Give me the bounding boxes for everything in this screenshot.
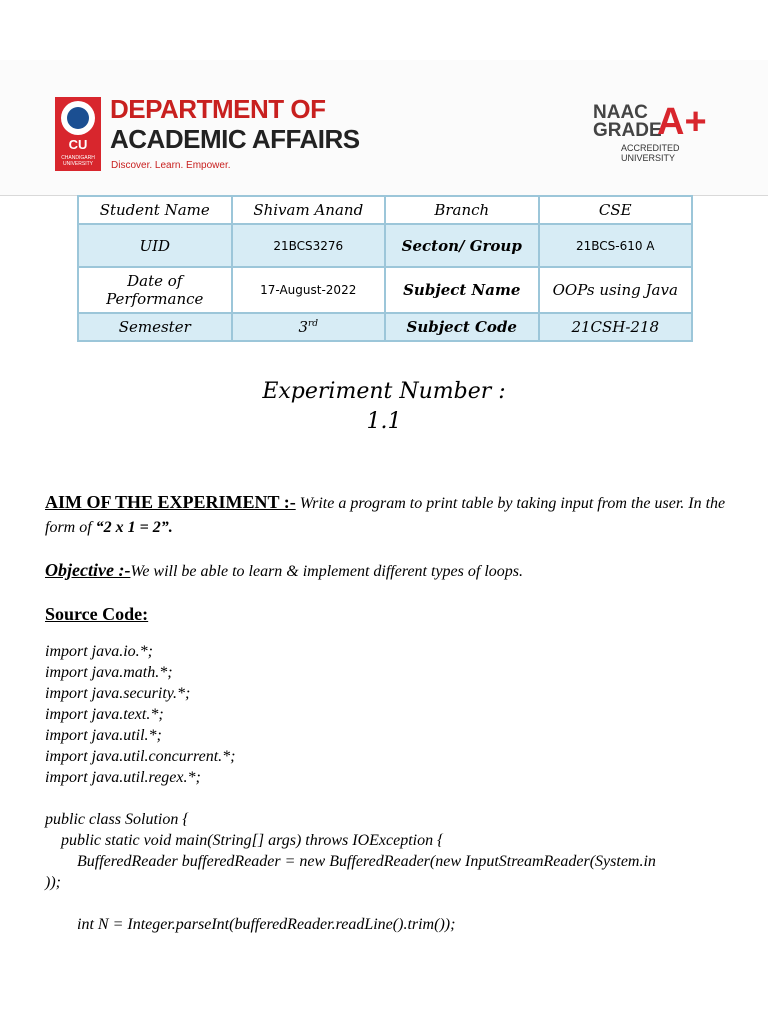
subject-name-value: OOPs using Java <box>539 267 693 313</box>
dept-title-line2: ACADEMIC AFFAIRS <box>110 124 360 154</box>
code-line: public class Solution { <box>45 811 189 828</box>
objective-label: Objective :- <box>45 560 131 580</box>
branch-label: Branch <box>385 196 539 224</box>
aim-paragraph <box>45 490 735 540</box>
table-row <box>78 196 692 224</box>
source-code-heading: Source Code: <box>45 604 149 624</box>
experiment-content <box>45 490 735 935</box>
table-row <box>78 267 692 313</box>
code-line: import java.text.*; <box>45 706 164 723</box>
date-label: Date of Performance <box>78 267 232 313</box>
uid-label: UID <box>78 224 232 267</box>
naac-label: NAAC <box>593 102 648 123</box>
university-logo <box>55 97 101 171</box>
date-value: 17-August-2022 <box>232 267 386 313</box>
semester-value <box>232 313 386 341</box>
logo-subtext: CHANDIGARH UNIVERSITY <box>61 155 95 167</box>
dept-title-line1: DEPARTMENT OF <box>110 94 326 124</box>
code-line: BufferedReader bufferedReader = new BufferedReader(new InputStreamReader(System.in <box>45 853 656 870</box>
aim-label: AIM OF THE EXPERIMENT :- <box>45 492 296 512</box>
code-line: int N = Integer.parseInt(bufferedReader.readLine().trim()); <box>45 916 456 933</box>
code-line: import java.util.*; <box>45 727 162 744</box>
table-row <box>78 224 692 267</box>
aim-text: Write a program to print table by taking input from the user. In the form of <box>45 495 726 536</box>
code-line: import java.util.regex.*; <box>45 769 201 786</box>
code-line: import java.io.*; <box>45 643 153 660</box>
accredited-label: ACCREDITED UNIVERSITY <box>621 143 680 163</box>
objective-paragraph <box>45 558 735 584</box>
code-line: import java.security.*; <box>45 685 191 702</box>
table-row <box>78 313 692 341</box>
section-value: 21BCS-610 A <box>539 224 693 267</box>
code-line: import java.util.concurrent.*; <box>45 748 236 765</box>
emblem-icon <box>61 101 95 135</box>
subject-name-label: Subject Name <box>385 267 539 313</box>
naac-badge <box>593 100 723 163</box>
grade-label: GRADE <box>593 120 662 141</box>
experiment-title <box>0 377 768 437</box>
student-name-label: Student Name <box>78 196 232 224</box>
code-line <box>45 788 735 809</box>
semester-label: Semester <box>78 313 232 341</box>
subject-code-value: 21CSH-218 <box>539 313 693 341</box>
experiment-number: 1.1 <box>366 409 402 434</box>
student-info-table <box>77 195 693 342</box>
semester-suffix: rd <box>307 319 319 329</box>
semester-number: 3 <box>298 318 308 336</box>
naac-grade: A+ <box>657 101 707 143</box>
code-line <box>45 893 735 914</box>
branch-value: CSE <box>539 196 693 224</box>
aim-example: “2 x 1 = 2”. <box>95 519 173 536</box>
experiment-title-line1: Experiment Number : <box>262 379 506 404</box>
code-line: public static void main(String[] args) throws IOException { <box>45 832 444 849</box>
subject-code-label: Subject Code <box>385 313 539 341</box>
code-line: import java.math.*; <box>45 664 173 681</box>
source-code-block <box>45 641 735 935</box>
code-line: )); <box>45 874 61 891</box>
uid-value: 21BCS3276 <box>232 224 386 267</box>
student-name-value: Shivam Anand <box>232 196 386 224</box>
objective-text: We will be able to learn & implement different types of loops. <box>130 563 523 580</box>
section-label: Secton/ Group <box>385 224 539 267</box>
tagline: Discover. Learn. Empower. <box>111 160 231 171</box>
logo-text: CU <box>68 137 88 152</box>
